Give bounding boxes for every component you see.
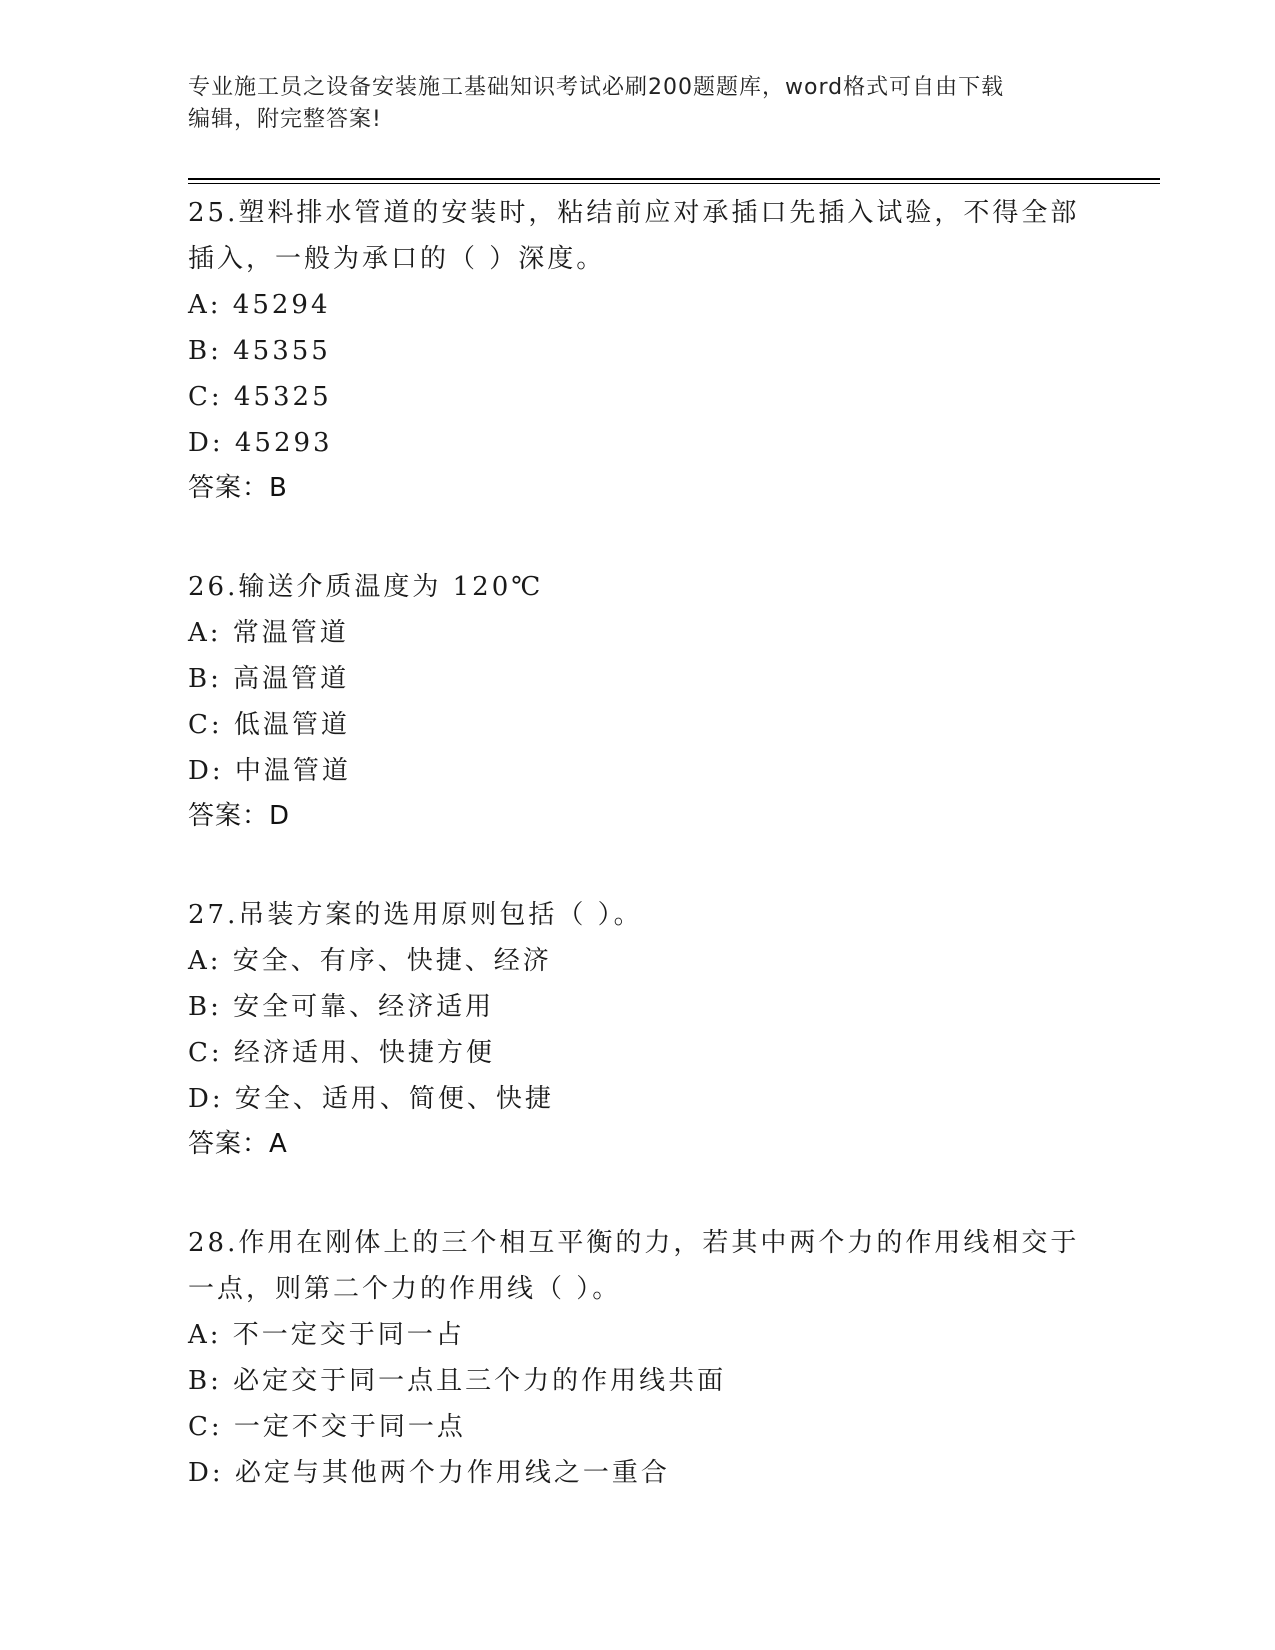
question-list (188, 190, 1088, 1550)
option-d: D: 45293 (188, 428, 333, 458)
option-b: B: 安全可靠、经济适用 (188, 992, 495, 1022)
header-line-1: 专业施工员之设备安装施工基础知识考试必刷200题题库，word格式可自由下载 (188, 75, 1005, 100)
option-a: A: 不一定交于同一占 (188, 1320, 465, 1350)
answer-label: 答案：D (188, 801, 291, 831)
option-a: A: 45294 (188, 290, 331, 320)
question-text-line: 27.吊装方案的选用原则包括（ ）。 (188, 900, 643, 930)
option-a: A: 安全、有序、快捷、经济 (188, 946, 552, 976)
document-header (188, 72, 1088, 136)
header-line-2: 编辑，附完整答案! (188, 107, 382, 132)
question-25 (188, 190, 1088, 510)
option-c: C: 45325 (188, 382, 332, 412)
option-d: D: 安全、适用、简便、快捷 (188, 1084, 554, 1114)
question-26 (188, 564, 1088, 838)
option-c: C: 一定不交于同一点 (188, 1412, 466, 1442)
question-27 (188, 892, 1088, 1166)
option-d: D: 中温管道 (188, 756, 351, 786)
option-b: B: 45355 (188, 336, 331, 366)
question-text-line: 一点，则第二个力的作用线（ ）。 (188, 1274, 622, 1304)
question-text-line: 28.作用在刚体上的三个相互平衡的力，若其中两个力的作用线相交于 (188, 1228, 1080, 1258)
option-c: C: 经济适用、快捷方便 (188, 1038, 495, 1068)
question-text-line: 26.输送介质温度为 120℃ (188, 572, 544, 602)
option-a: A: 常温管道 (188, 618, 349, 648)
question-28 (188, 1220, 1088, 1496)
option-c: C: 低温管道 (188, 710, 350, 740)
option-d: D: 必定与其他两个力作用线之一重合 (188, 1458, 670, 1488)
answer-label: 答案：B (188, 473, 288, 503)
option-b: B: 高温管道 (188, 664, 350, 694)
answer-label: 答案：A (188, 1129, 288, 1159)
question-text-line: 25.塑料排水管道的安装时，粘结前应对承插口先插入试验，不得全部 (188, 198, 1080, 228)
header-rule-thin (188, 183, 1160, 184)
option-b: B: 必定交于同一点且三个力的作用线共面 (188, 1366, 727, 1396)
question-text-line: 插入，一般为承口的（ ）深度。 (188, 244, 606, 274)
header-rule-thick (188, 178, 1160, 180)
